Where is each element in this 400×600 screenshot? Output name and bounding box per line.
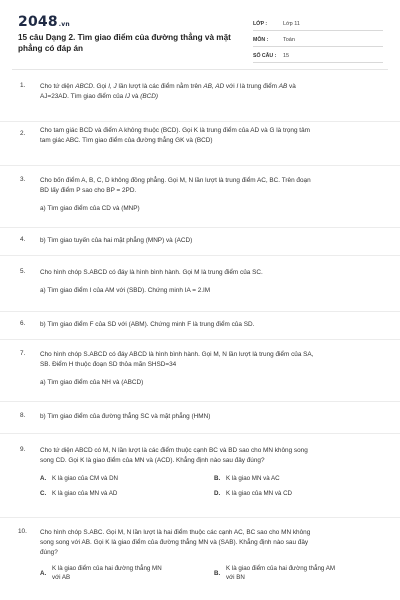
question-text: Cho hình chóp S.ABCD có đáy là hình bình hành. Gọi M là trung điểm của SC. [40,269,263,276]
text: với BN [226,574,245,581]
question-8 [0,402,400,434]
choice-text [52,564,162,582]
answer-choices [40,474,382,498]
text: AB [278,83,288,90]
question-number: 4. [20,236,26,243]
text: I [236,83,239,90]
text: với [224,83,237,90]
page-title [18,33,238,54]
text: ABCD [75,83,93,90]
text: BD lấy điểm P sao cho BP = 2PD. [40,187,137,194]
text: K là giao điểm của hai đường thẳng MN [52,565,162,572]
text: IJ [124,93,130,100]
question-4 [0,228,400,256]
text: Cho tứ diện [40,83,76,90]
question-text [40,446,382,466]
text: và [129,93,141,100]
question-number: 8. [20,412,26,419]
text: AB, AD [203,83,225,90]
question-number: 1. [20,82,26,89]
question-number: 9. [20,446,26,453]
question-5 [0,256,400,312]
sub-question: a) Tìm giao điểm của NH và (ABCD) [40,379,144,386]
meta-row-class [253,17,383,31]
text: (BCD) [140,93,159,100]
text: lần lượt là các điểm nằm trên [116,83,204,90]
choice-letter: A. [40,569,47,577]
choice-d[interactable] [214,489,382,498]
text: Cho bốn điểm A, B, C, D không đồng phẳng. Gọi M, N lần lượt là trung điểm AC, BC. Trên đoạn [40,177,311,184]
question-7 [0,340,400,402]
choice-letter: B. [214,569,221,577]
logo-text: 2048 [18,14,58,30]
question-3 [0,166,400,228]
choice-letter: A. [40,475,47,482]
question-1 [0,78,400,122]
meta-row-count [253,49,383,63]
question-text [40,176,382,196]
choice-b[interactable] [214,564,382,582]
question-number: 6. [20,320,26,327]
choice-letter: D. [214,490,221,497]
question-text: b) Tìm giao tuyến của hai mặt phẳng (MNP) và (ACD) [40,237,193,244]
question-9 [0,434,400,518]
header [0,0,400,66]
text: Cho hình chóp S.ABC. Gọi M, N lần lượt là hai điểm thuộc các cạnh AC, BC sao cho MN không [40,529,311,536]
text: K là giao điểm của hai đường thẳng AM [226,565,335,572]
text: SB. Điểm H thuộc đoạn SD thỏa mãn SHSD=34 [40,361,177,368]
meta-value: Toán [283,36,295,43]
question-list [0,78,400,598]
question-text [40,78,382,102]
question-number: 2. [20,130,26,137]
choice-a[interactable] [40,474,208,483]
question-text [40,528,382,558]
text: là trung điểm [238,83,279,90]
choice-text: K là giao của MN và AD [52,490,118,497]
text: I, J [108,83,117,90]
question-text: b) Tìm giao điểm F của SD với (ABM). Chứng minh F là trung điểm của SD. [40,321,255,328]
question-10 [0,518,400,598]
logo-suffix: .vn [58,21,70,28]
text: đúng? [40,549,58,556]
text: song CD. Gọi K là giao điểm của MN và (ACD). Khẳng định nào sau đây đúng? [40,457,265,464]
question-2 [0,122,400,166]
meta-label: LỚP : [253,20,268,27]
question-text: b) Tìm giao điểm của đường thẳng SC và mặt phẳng (HMN) [40,413,211,420]
text: Cho tứ diện ABCD có M, N lần lượt là các điểm thuộc cạnh BC và BD sao cho MN không song [40,447,308,454]
meta-label: MÔN : [253,36,269,43]
meta-table [253,17,383,65]
question-number: 7. [20,350,26,357]
text: song song với AB. Gọi K là giao điểm của đường thẳng MN và (SAB). Khẳng định nào sau đây [40,539,309,546]
choice-text: K là giao của CM và DN [52,475,119,482]
choice-text [226,564,335,582]
question-text [40,350,382,370]
question-text [40,126,382,146]
choice-b[interactable] [214,474,382,483]
question-number: 10. [18,528,27,535]
question-6 [0,312,400,340]
answer-choices [40,564,382,582]
question-number: 5. [20,268,26,275]
choice-text: K là giao MN và AC [226,475,280,482]
title-line-1: 15 câu Dạng 2. Tìm giao điểm của đường thẳng và mặt [18,33,231,42]
question-number: 3. [20,176,26,183]
sub-question: a) Tìm giao điểm I của AM với (SBD). Chứng minh IA = 2.IM [40,287,211,294]
text: tam giác ABC. Tìm giao điểm của đường thẳng GK và (BCD) [40,137,213,144]
meta-label: SỐ CÂU : [253,52,277,59]
choice-a[interactable] [40,564,208,582]
text: AJ=23AD. Tìm giao điểm của [40,93,125,100]
text: Cho hình chóp S.ABCD có đáy ABCD là hình bình hành. Gọi M, N lần lượt là trung điểm của SA, [40,351,314,358]
meta-value: 15 [283,52,290,59]
text: và [287,83,296,90]
text: với AB [52,574,71,581]
choice-c[interactable] [40,489,208,498]
choice-letter: B. [214,475,221,482]
text: Cho tam giác BCD và điểm A không thuộc (BCD). Gọi K là trung điểm của AD và G là trọng tâm [40,127,310,134]
meta-row-subject [253,33,383,47]
meta-value: Lớp 11 [283,20,300,27]
choice-letter: C. [40,490,47,497]
choice-text: K là giao của MN và CD [226,490,293,497]
title-line-2: phẳng có đáp án [18,43,84,53]
header-divider [12,69,388,70]
sub-question: a) Tìm giao điểm của CD và (MNP) [40,205,140,212]
text: . Gọi [92,83,109,90]
